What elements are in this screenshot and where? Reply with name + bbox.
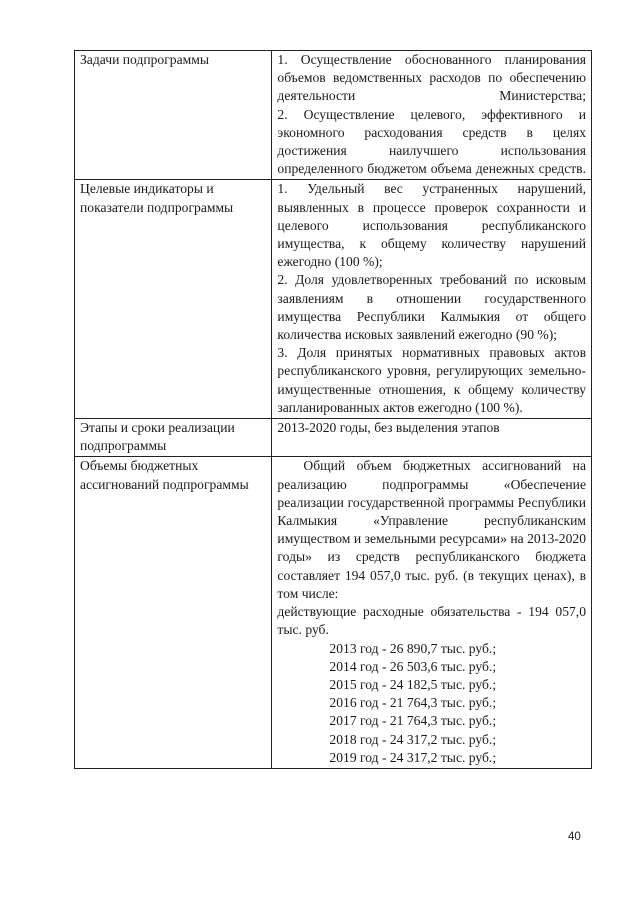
list-item: 2013 год - 26 890,7 тыс. руб.;: [329, 640, 497, 656]
table-row: [75, 51, 592, 180]
value-paragraph: 2. Доля удовлетворенных требований по исковым заявлениям в отношении государственного имущества Республики Калмыкия от общего количества исковых заявлений ежегодно (90 %);: [277, 272, 586, 343]
row-label: Целевые индикаторы и показатели подпрограммы: [75, 180, 272, 419]
list-item: 2015 год - 24 182,5 тыс. руб.;: [329, 676, 497, 692]
value-paragraph: действующие расходные обязательства - 194 057,0 тыс. руб.: [277, 604, 586, 638]
table-row: [75, 457, 592, 768]
row-value: [272, 457, 592, 768]
value-paragraph: 2. Осуществление целевого, эффективного и экономного расходования средств в целях достижения наилучшего использования определенного бюджетом объема денежных средств.: [277, 106, 586, 177]
value-paragraph: 3. Доля принятых нормативных правовых актов республиканского уровня, регулирующих земельно-имущественные отношения, к общему количеству запланированных актов ежегодно (100 %).: [277, 345, 586, 415]
value-paragraph: 1. Удельный вес устраненных нарушений, выявленных в процессе проверок сохранности и целевого использования республиканского имущества, к общему количеству нарушений ежегодно (100 %);: [277, 181, 586, 270]
row-label: Этапы и сроки реализации подпрограммы: [75, 419, 272, 457]
page-number: 40: [568, 831, 581, 843]
row-value: [272, 51, 592, 180]
year-allocation-list: [277, 640, 586, 767]
row-value: [272, 180, 592, 419]
table-row: [75, 419, 592, 457]
value-paragraph: Общий объем бюджетных ассигнований на реализацию подпрограммы «Обеспечение реализации государственной программы Республики Калмыкия «Управление республиканским имуществом и земельными ресурсами» на 2013-2020 годы» из средств республиканского бюджета составляет 194 057,0 тыс. руб. (в текущих ценах), в том числе:: [277, 458, 586, 601]
list-item: 2017 год - 21 764,3 тыс. руб.;: [329, 713, 497, 729]
table-row: [75, 180, 592, 419]
list-item: 2019 год - 24 317,2 тыс. руб.;: [329, 749, 497, 765]
value-paragraph: 2013-2020 годы, без выделения этапов: [277, 420, 500, 436]
list-item: 2018 год - 24 317,2 тыс. руб.;: [329, 731, 497, 747]
passport-table: [74, 50, 592, 769]
row-label: Объемы бюджетных ассигнований подпрограммы: [75, 457, 272, 768]
row-value: [272, 419, 592, 457]
list-item: 2014 год - 26 503,6 тыс. руб.;: [329, 658, 497, 674]
value-paragraph: 1. Осуществление обоснованного планирования объемов ведомственных расходов по обеспечению деятельности Министерства;: [277, 52, 586, 104]
row-label: Задачи подпрограммы: [75, 51, 272, 180]
list-item: 2016 год - 21 764,3 тыс. руб.;: [329, 695, 497, 711]
